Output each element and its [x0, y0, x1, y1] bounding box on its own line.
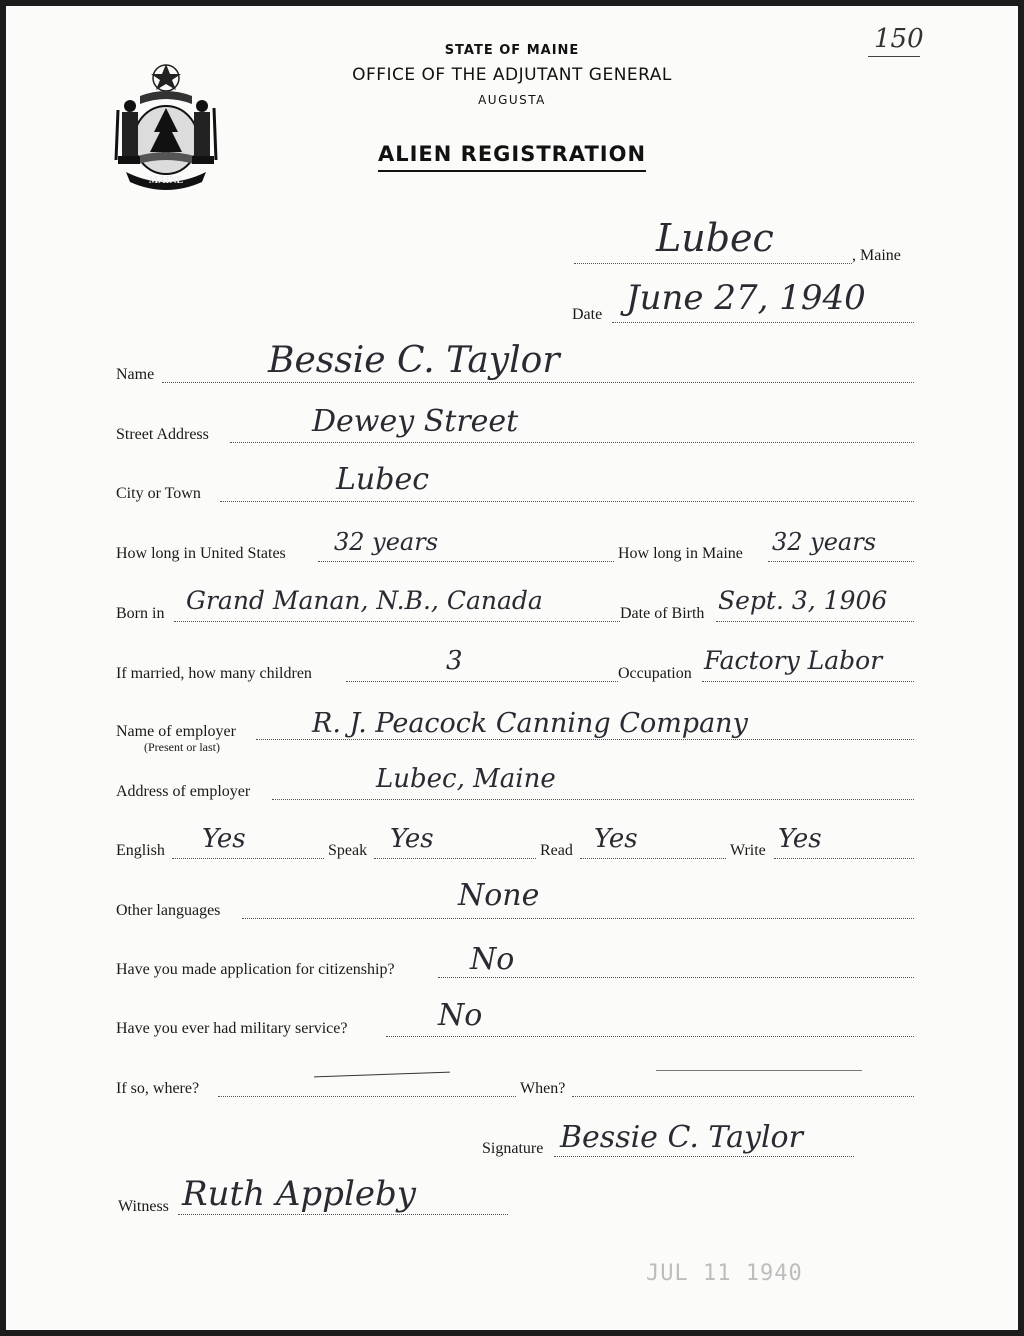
- write-label: Write: [730, 842, 766, 859]
- when-dash-mark: [656, 1070, 862, 1071]
- write-line: [774, 858, 914, 859]
- military-line: [386, 1036, 914, 1037]
- how-long-us-value[interactable]: 32 years: [334, 528, 439, 556]
- where-dash-mark: [314, 1072, 450, 1078]
- when-label: When?: [520, 1080, 566, 1097]
- street-address-line: [230, 442, 914, 443]
- how-long-us-label: How long in United States: [116, 545, 286, 562]
- read-line: [580, 858, 726, 859]
- date-of-birth-line: [716, 621, 914, 622]
- occupation-value[interactable]: Factory Labor: [704, 646, 883, 675]
- english-line: [172, 858, 324, 859]
- city-heading: AUGUSTA: [478, 93, 546, 107]
- witness-line: [178, 1214, 508, 1215]
- where-label: If so, where?: [116, 1080, 200, 1097]
- english-label: English: [116, 842, 165, 859]
- date-of-birth-label: Date of Birth: [620, 605, 705, 622]
- born-in-line: [174, 621, 620, 622]
- write-value[interactable]: Yes: [778, 824, 822, 854]
- town-suffix: , Maine: [852, 247, 901, 264]
- children-label: If married, how many children: [116, 665, 312, 682]
- city-or-town-label: City or Town: [116, 485, 201, 502]
- signature-line: [554, 1156, 854, 1157]
- employer-sublabel: (Present or last): [144, 740, 220, 754]
- how-long-us-line: [318, 561, 614, 562]
- born-in-value[interactable]: Grand Manan, N.B., Canada: [186, 586, 543, 615]
- signature-label: Signature: [482, 1140, 544, 1157]
- state-heading: STATE OF MAINE: [444, 43, 580, 58]
- children-value[interactable]: 3: [446, 646, 463, 676]
- read-label: Read: [540, 842, 573, 859]
- name-line: [162, 382, 914, 383]
- how-long-maine-value[interactable]: 32 years: [772, 528, 877, 556]
- speak-label: Speak: [328, 842, 368, 859]
- how-long-maine-line: [768, 561, 914, 562]
- date-label: Date: [572, 306, 603, 323]
- street-address-label: Street Address: [116, 426, 209, 443]
- employer-address-value[interactable]: Lubec, Maine: [376, 764, 556, 794]
- english-value[interactable]: Yes: [202, 824, 246, 854]
- how-long-maine-label: How long in Maine: [618, 545, 743, 562]
- registration-form: [6, 6, 1018, 1330]
- date-value[interactable]: June 27, 1940: [626, 278, 866, 318]
- received-date-stamp: JUL 11 1940: [646, 1261, 803, 1286]
- street-address-value[interactable]: Dewey Street: [312, 404, 519, 439]
- citizenship-label: Have you made application for citizenship?: [116, 961, 395, 978]
- when-line: [572, 1096, 914, 1097]
- children-line: [346, 681, 618, 682]
- page-number: 150: [874, 24, 924, 54]
- date-of-birth-value[interactable]: Sept. 3, 1906: [718, 586, 888, 615]
- speak-line: [374, 858, 536, 859]
- employer-label: Name of employer: [116, 723, 236, 740]
- office-heading: OFFICE OF THE ADJUTANT GENERAL: [352, 65, 672, 85]
- city-or-town-line: [220, 501, 914, 502]
- other-languages-line: [242, 918, 914, 919]
- town-line: [574, 263, 852, 264]
- page-number-underline: [868, 56, 920, 57]
- signature-value[interactable]: Bessie C. Taylor: [560, 1120, 803, 1155]
- town-value[interactable]: Lubec: [656, 216, 774, 260]
- citizenship-value[interactable]: No: [470, 942, 515, 977]
- speak-value[interactable]: Yes: [390, 824, 434, 854]
- witness-label: Witness: [118, 1198, 169, 1215]
- other-languages-value[interactable]: None: [458, 878, 540, 913]
- occupation-label: Occupation: [618, 665, 692, 682]
- employer-line: [256, 739, 914, 740]
- born-in-label: Born in: [116, 605, 165, 622]
- city-or-town-value[interactable]: Lubec: [336, 462, 430, 497]
- military-label: Have you ever had military service?: [116, 1020, 348, 1037]
- citizenship-line: [438, 977, 914, 978]
- military-value[interactable]: No: [438, 998, 483, 1033]
- name-value[interactable]: Bessie C. Taylor: [268, 340, 560, 381]
- occupation-line: [702, 681, 914, 682]
- employer-address-line: [272, 799, 914, 800]
- read-value[interactable]: Yes: [594, 824, 638, 854]
- witness-value[interactable]: Ruth Appleby: [182, 1174, 416, 1214]
- where-line: [218, 1096, 516, 1097]
- employer-address-label: Address of employer: [116, 783, 251, 800]
- form-title: ALIEN REGISTRATION: [6, 142, 1018, 166]
- date-line: [612, 322, 914, 323]
- name-label: Name: [116, 366, 155, 383]
- employer-value[interactable]: R. J. Peacock Canning Company: [312, 708, 748, 739]
- seal-banner-text: MAINE: [148, 175, 184, 186]
- other-languages-label: Other languages: [116, 902, 221, 919]
